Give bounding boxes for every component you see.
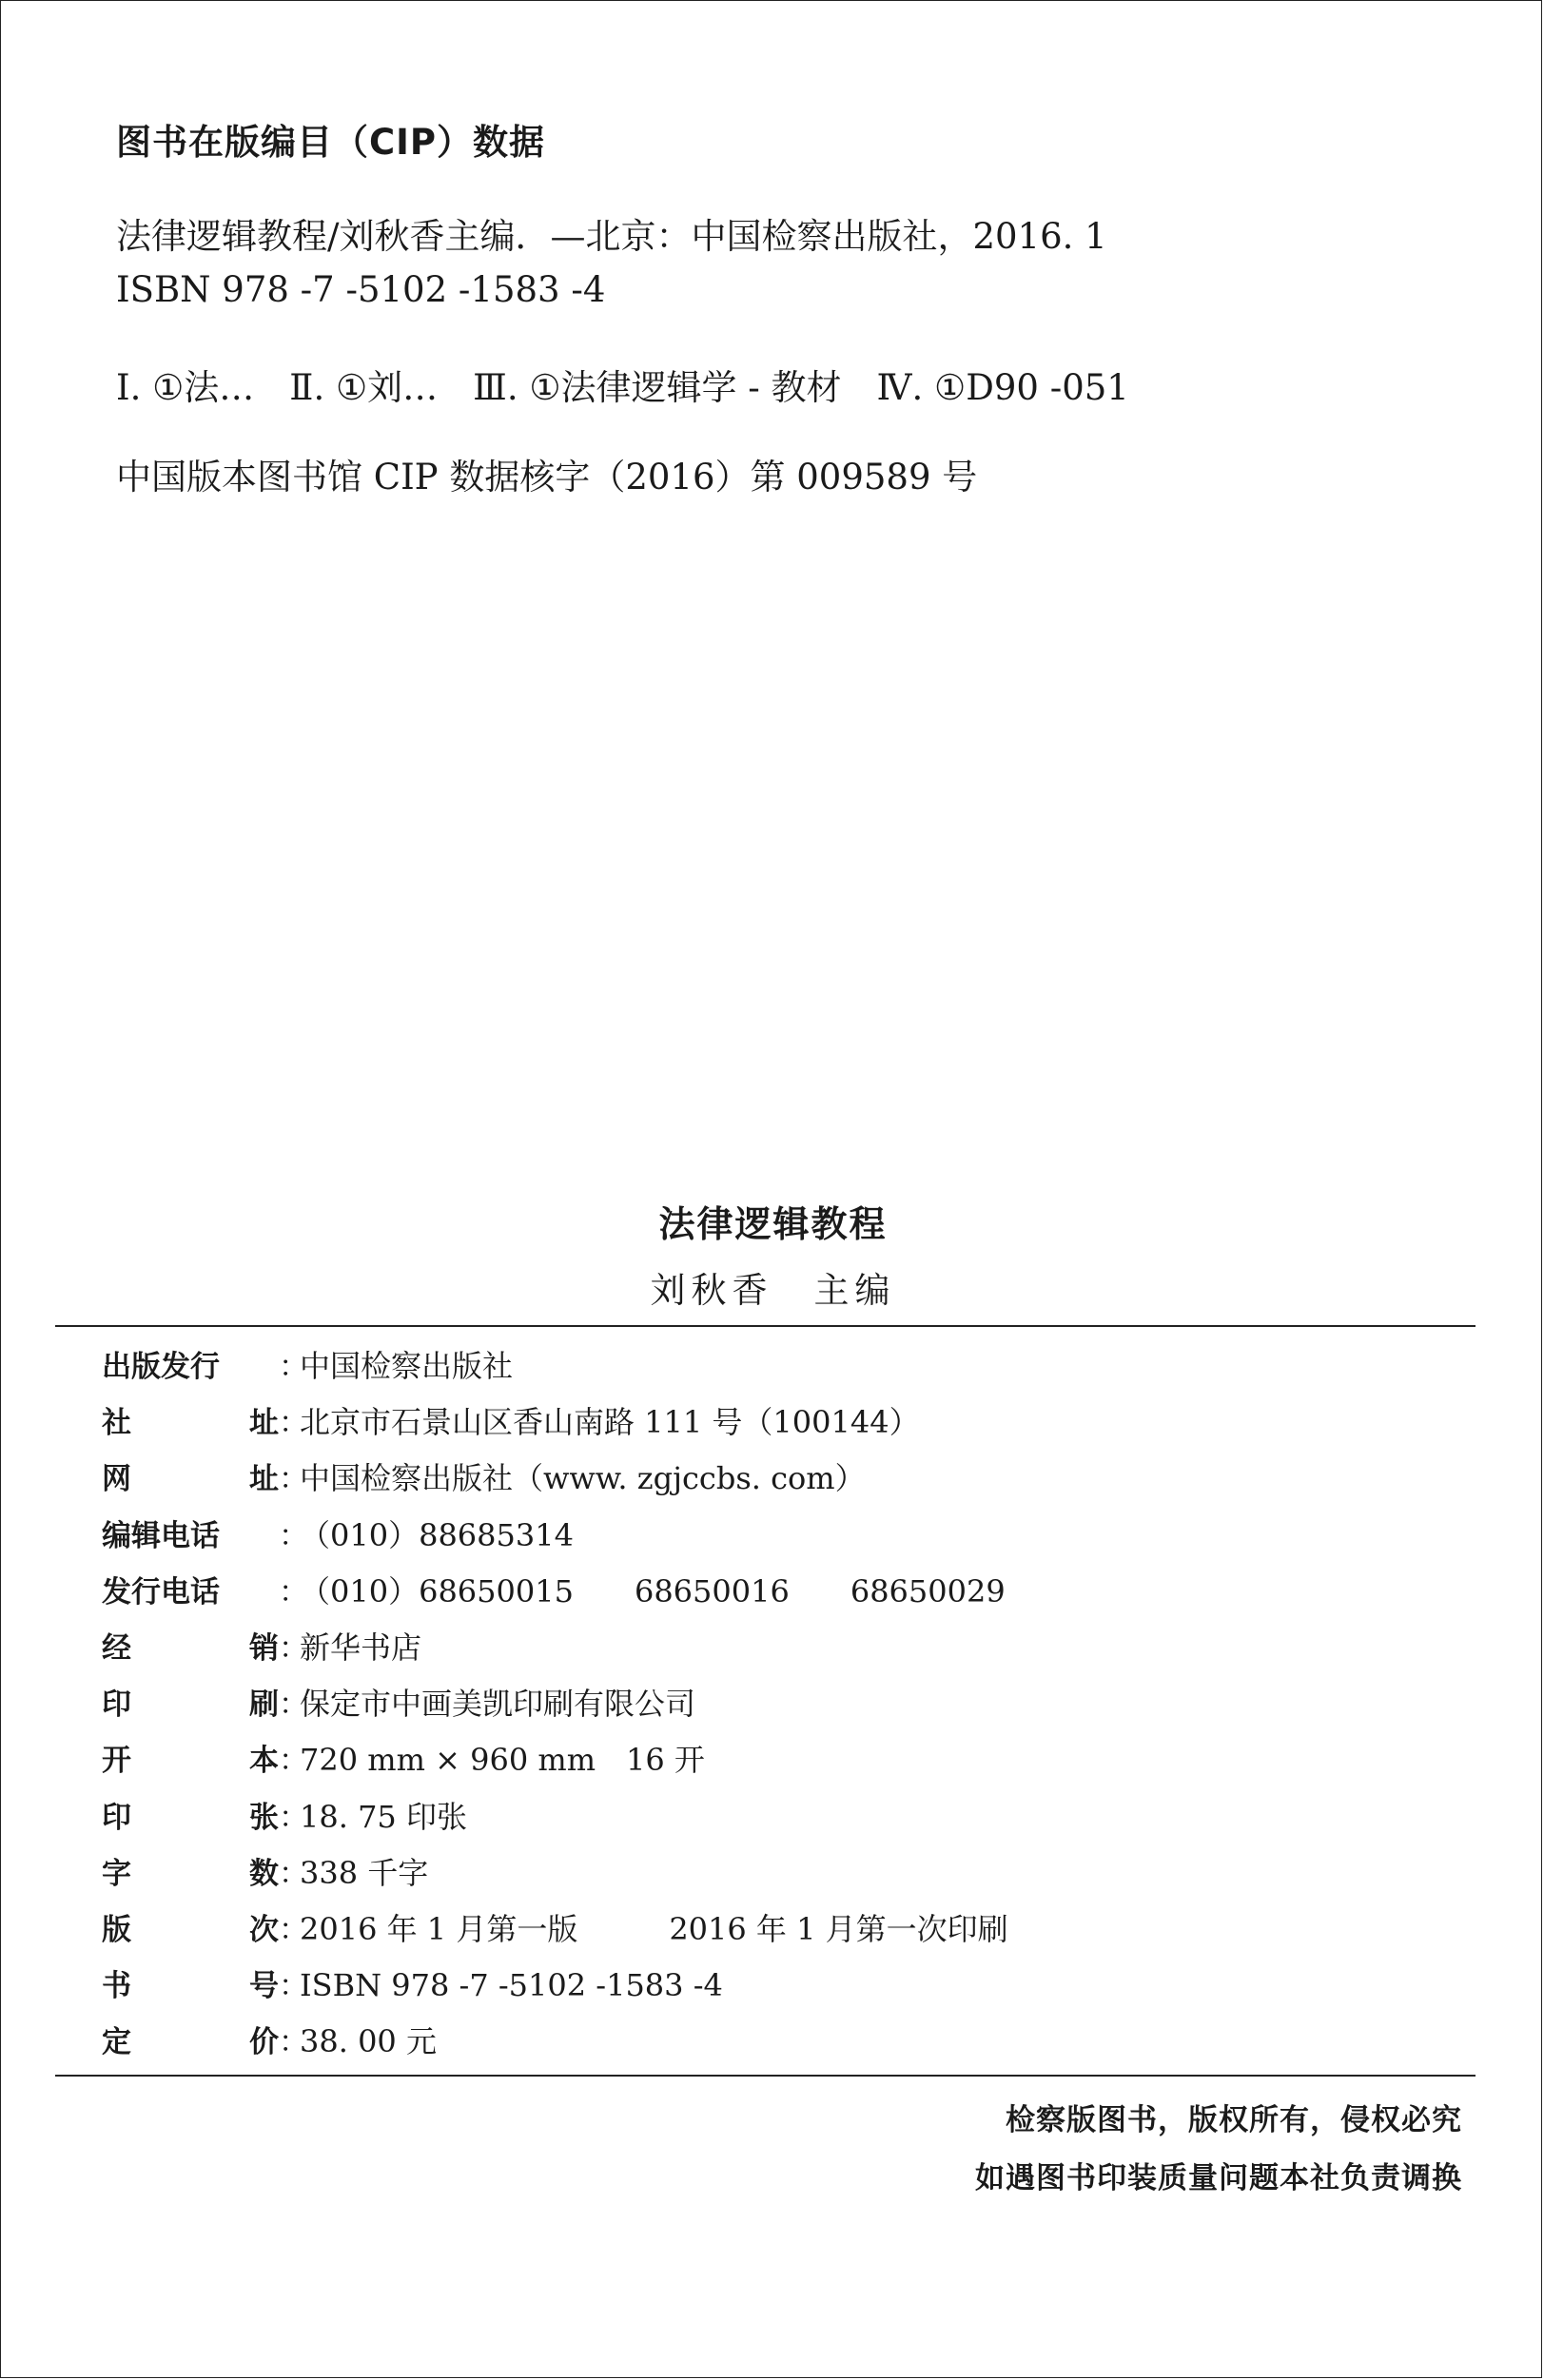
colophon-label [102, 1342, 279, 1385]
colophon-label [102, 1680, 279, 1723]
colophon-row [102, 1624, 421, 1668]
colophon-label-part: 址 [249, 1462, 279, 1496]
book-editor: 刘秋香 主编 [650, 1270, 896, 1311]
colophon-colon: ： [279, 1744, 308, 1778]
colophon-row [102, 1680, 695, 1724]
quality-notice: 如遇图书印装质量问题本社负责调换 [975, 2161, 1462, 2195]
colophon-value: 2016 年 1 月第一版 2016 年 1 月第一次印刷 [300, 1911, 1008, 1947]
colophon-label [102, 1398, 279, 1441]
colophon-label-part: 号 [249, 1969, 279, 2003]
colophon-row [102, 1342, 513, 1386]
colophon-value: 338 千字 [300, 1855, 429, 1891]
colophon-label-part: 张 [249, 1801, 279, 1835]
colophon-colon: ： [279, 1969, 308, 2003]
colophon-colon: ： [279, 1519, 308, 1553]
colophon-top-rule [55, 1325, 1476, 1327]
colophon-label [102, 1793, 279, 1836]
colophon-label-part: 发行电话 [102, 1575, 220, 1609]
cip-classification: Ⅰ. ①法… Ⅱ. ①刘… Ⅲ. ①法律逻辑学 - 教材 Ⅳ. ①D90 -051 [116, 367, 1129, 408]
colophon-value: ISBN 978 -7 -5102 -1583 -4 [300, 1967, 723, 2003]
colophon-colon: ： [279, 1913, 308, 1947]
colophon-row [102, 1398, 920, 1442]
colophon-colon: ： [279, 1462, 308, 1496]
colophon-colon: ： [279, 1687, 308, 1722]
colophon-row [102, 1454, 866, 1498]
colophon-value: （010）88685314 [300, 1517, 574, 1553]
colophon-colon: ： [279, 1406, 308, 1440]
colophon-value: 新华书店 [300, 1629, 422, 1666]
colophon-label-part: 网 [102, 1462, 131, 1496]
colophon-label-part: 编辑电话 [102, 1519, 220, 1553]
colophon-label [102, 1736, 279, 1779]
colophon-label-part: 数 [249, 1857, 279, 1891]
colophon-value: 中国检察出版社 [300, 1348, 514, 1384]
colophon-colon: ： [279, 1631, 308, 1666]
colophon-label [102, 1568, 279, 1610]
colophon-label-part: 刷 [249, 1687, 279, 1722]
colophon-row [102, 1961, 723, 2004]
colophon-colon: ： [279, 1801, 308, 1835]
colophon-label [102, 1454, 279, 1497]
colophon-label-part: 印 [102, 1687, 131, 1722]
colophon-label [102, 1624, 279, 1667]
colophon-label [102, 1905, 279, 1948]
copyright-notice: 检察版图书，版权所有，侵权必究 [1006, 2103, 1462, 2137]
colophon-value: （010）68650015 68650016 68650029 [300, 1573, 1006, 1609]
colophon-colon: ： [279, 1575, 308, 1609]
colophon-value: 18. 75 印张 [300, 1799, 467, 1835]
colophon-label-part: 定 [102, 2025, 131, 2059]
colophon-label-part: 开 [102, 1744, 131, 1778]
colophon-row [102, 1793, 467, 1837]
colophon-colon: ： [279, 1857, 308, 1891]
colophon-row [102, 2018, 437, 2061]
colophon-value: 保定市中画美凯印刷有限公司 [300, 1686, 696, 1722]
colophon-value: 720 mm × 960 mm 16 开 [300, 1742, 705, 1778]
colophon-label-part: 版 [102, 1913, 131, 1947]
book-title: 法律逻辑教程 [658, 1203, 888, 1245]
colophon-label [102, 2018, 279, 2060]
colophon-row [102, 1512, 574, 1555]
colophon-label [102, 1849, 279, 1892]
colophon-colon: ： [279, 1350, 308, 1384]
colophon-label-part: 出版发行 [102, 1350, 220, 1384]
cip-catalog-note: 中国版本图书馆 CIP 数据核字（2016）第 009589 号 [116, 457, 978, 497]
colophon-row [102, 1905, 1008, 1949]
colophon-label [102, 1961, 279, 2004]
cip-citation: 法律逻辑教程/刘秋香主编．—北京：中国检察出版社，2016. 1 [116, 216, 1107, 257]
colophon-label [102, 1512, 279, 1554]
colophon-label-part: 销 [249, 1631, 279, 1666]
colophon-value: 中国检察出版社（www. zgjccbs. com） [300, 1460, 866, 1496]
colophon-label-part: 字 [102, 1857, 131, 1891]
colophon-colon: ： [279, 2025, 308, 2059]
colophon-label-part: 书 [102, 1969, 131, 2003]
colophon-row [102, 1736, 705, 1780]
colophon-label-part: 址 [249, 1406, 279, 1440]
colophon-value: 北京市石景山区香山南路 111 号（100144） [300, 1404, 920, 1440]
colophon-row [102, 1568, 1006, 1611]
colophon-label-part: 社 [102, 1406, 131, 1440]
colophon-label-part: 印 [102, 1801, 131, 1835]
colophon-label-part: 经 [102, 1631, 131, 1666]
cip-isbn: ISBN 978 -7 -5102 -1583 -4 [116, 269, 606, 310]
colophon-value: 38. 00 元 [300, 2023, 437, 2059]
colophon-label-part: 价 [249, 2025, 279, 2059]
colophon-label-part: 次 [249, 1913, 279, 1947]
colophon-row [102, 1849, 428, 1893]
cip-heading: 图书在版编目（CIP）数据 [116, 122, 546, 163]
colophon-bottom-rule [55, 2075, 1476, 2077]
colophon-label-part: 本 [249, 1744, 279, 1778]
